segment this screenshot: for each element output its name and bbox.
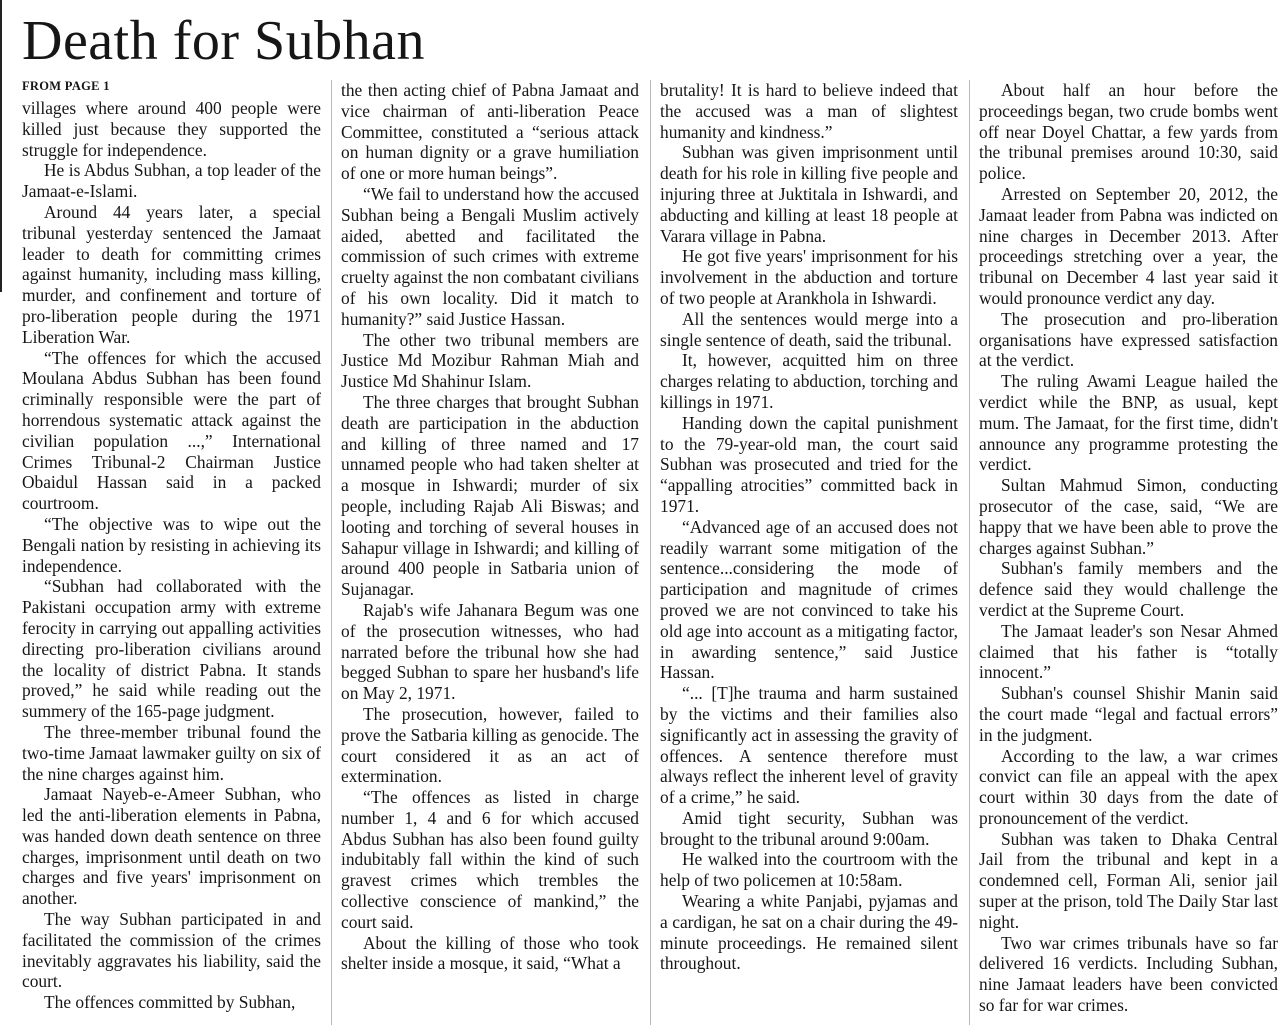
column-rule bbox=[650, 80, 651, 1025]
article-column-1 bbox=[22, 98, 321, 1025]
paragraph: The other two tribunal members are Justice Md Mozibur Rahman Miah and Justice Md Shahinur Islam. bbox=[341, 329, 639, 392]
paragraph: The prosecution and pro-liberation organisations have expressed satisfaction at the verdict. bbox=[979, 308, 1278, 371]
paragraph: The three charges that brought Subhan death are participation in the abduction and killing of three named and 17 unnamed people who had taken shelter at a mosque in Ishwardi; murder of six people, including Rajab Ali Biswas; and looting and torching of several houses in Sahapur village in Ishwardi; and killing of around 400 people in Satbaria union of Sujanagar. bbox=[341, 391, 639, 600]
paragraph: “We fail to understand how the accused Subhan being a Bengali Muslim actively aided, abetted and facilitated the commission of such crimes with extreme cruelty against the non combatant civilians of his own locality. Did it match to humanity?” said Justice Hassan. bbox=[341, 183, 639, 329]
paragraph: All the sentences would merge into a single sentence of death, said the tribunal. bbox=[660, 308, 958, 350]
paragraph: “Subhan had collaborated with the Pakistani occupation army with extreme ferocity in carrying out appalling activities directing pro-liberation civilians around the locality of district Pabna. It stands proved,” he said while reading out the summery of the 165-page judgment. bbox=[22, 576, 321, 722]
column-rule bbox=[969, 80, 970, 1025]
paragraph: Subhan was taken to Dhaka Central Jail from the tribunal and kept in a condemned cell, Forman Ali, senior jail super at the prison, told The Daily Star last night. bbox=[979, 828, 1278, 932]
paragraph: “The offences for which the accused Moulana Abdus Subhan has been found criminally responsible were the part of horrendous systematic attack against the civilian population ...,” International Crimes Tribunal-2 Chairman Justice Obaidul Hassan said in a packed courtroom. bbox=[22, 347, 321, 514]
paragraph: The Jamaat leader's son Nesar Ahmed claimed that his father is “totally innocent.” bbox=[979, 620, 1278, 683]
paragraph: “... [T]he trauma and harm sustained by the victims and their families also significantly act in assessing the gravity of offences. A sentence therefore must always reflect the inherent level of gravity of a crime,” he said. bbox=[660, 683, 958, 808]
paragraph: the then acting chief of Pabna Jamaat and vice chairman of anti-liberation Peace Committee, constituted a “serious attack on human dignity or a grave humiliation of one or more human beings”. bbox=[341, 80, 639, 184]
paragraph: According to the law, a war crimes convict can file an appeal with the apex court within 30 days from the date of pronouncement of the verdict. bbox=[979, 745, 1278, 828]
paragraph: The ruling Awami League hailed the verdict while the BNP, as usual, kept mum. The Jamaat, for the first time, didn't announce any programme protesting the verdict. bbox=[979, 371, 1278, 475]
paragraph: The prosecution, however, failed to prove the Satbaria killing as genocide. The court considered it as an act of extermination. bbox=[341, 703, 639, 787]
paragraph: “Advanced age of an accused does not readily warrant some mitigation of the sentence...considering the mode of participation and magnitude of crimes proved we are not convinced to take his old age into account as a mitigating factor, in awarding sentence,” said Justice Hassan. bbox=[660, 516, 958, 683]
paragraph: About the killing of those who took shelter inside a mosque, it said, “What a bbox=[341, 932, 639, 974]
paragraph: Two war crimes tribunals have so far delivered 16 verdicts. Including Subhan, nine Jamaat leaders have been convicted so far for war crimes. bbox=[979, 932, 1278, 1016]
paragraph: The offences committed by Subhan, bbox=[44, 992, 296, 1013]
article-column-4 bbox=[979, 80, 1278, 1025]
headline: Death for Subhan bbox=[22, 10, 426, 72]
paragraph: Arrested on September 20, 2012, the Jamaat leader from Pabna was indicted on nine charges in December 2013. After proceedings stretching over a year, the tribunal on December 4 last year said it would pronounce verdict any day. bbox=[979, 183, 1278, 308]
page-edge-line bbox=[0, 0, 2, 292]
paragraph: Sultan Mahmud Simon, conducting prosecutor of the case, said, “We are happy that we have been able to prove the charges against Subhan.” bbox=[979, 475, 1278, 558]
paragraph: He is Abdus Subhan, a top leader of the Jamaat-e-Islami. bbox=[22, 160, 321, 202]
paragraph: About half an hour before the proceedings began, two crude bombs went off near Doyel Chattar, a few yards from the tribunal premises around 10:30, said police. bbox=[979, 80, 1278, 184]
paragraph: “The offences as listed in charge number 1, 4 and 6 for which accused Abdus Subhan has also been found guilty indubitably fall within the kind of such gravest crimes which trembles the collective conscience of mankind,” the court said. bbox=[341, 787, 639, 932]
paragraph: He got five years' imprisonment for his involvement in the abduction and torture of two people at Arankhola in Ishwardi. bbox=[660, 246, 958, 308]
article-column-3 bbox=[660, 80, 958, 1025]
paragraph: The three-member tribunal found the two-time Jamaat lawmaker guilty on six of the nine charges against him. bbox=[22, 721, 321, 784]
paragraph: brutality! It is hard to believe indeed that the accused was a man of slightest humanity and kindness.” bbox=[660, 80, 958, 142]
from-page-kicker: FROM PAGE 1 bbox=[22, 79, 110, 93]
paragraph: Jamaat Nayeb-e-Ameer Subhan, who led the anti-liberation elements in Pabna, was handed down death sentence on three charges, imprisonment until death on two charges and five years' imprisonment on another. bbox=[22, 784, 321, 909]
paragraph: Handing down the capital punishment to the 79-year-old man, the court said Subhan was prosecuted and tried for the “appalling atrocities” committed back in 1971. bbox=[660, 412, 958, 516]
column-rule bbox=[331, 80, 332, 1025]
article-column-2 bbox=[341, 80, 639, 1025]
paragraph: The way Subhan participated in and facilitated the commission of the crimes inevitably aggravates his liability, said the court. bbox=[22, 909, 321, 992]
paragraph: Subhan was given imprisonment until death for his role in killing five people and injuring three at Juktitala in Ishwardi, and abducting and killing at least 18 people at Varara village in Pabna. bbox=[660, 142, 958, 246]
paragraph: Subhan's counsel Shishir Manin said the court made “legal and factual errors” in the judgment. bbox=[979, 683, 1278, 745]
paragraph: Rajab's wife Jahanara Begum was one of the prosecution witnesses, who had narrated before the tribunal how she had begged Subhan to spare her husband's life on May 2, 1971. bbox=[341, 599, 639, 704]
paragraph: Amid tight security, Subhan was brought to the tribunal around 9:00am. bbox=[660, 807, 958, 849]
paragraph: He walked into the courtroom with the help of two policemen at 10:58am. bbox=[660, 849, 958, 891]
paragraph: Around 44 years later, a special tribunal yesterday sentenced the Jamaat leader to death for committing crimes against humanity, including mass killing, murder, and confinement and torture of pro-liberation people during the 1971 Liberation War. bbox=[22, 201, 321, 347]
paragraph: Wearing a white Panjabi, pyjamas and a cardigan, he sat on a chair during the 49-minute proceedings. He remained silent throughout. bbox=[660, 891, 958, 974]
paragraph: It, however, acquitted him on three charges relating to abduction, torching and killings in 1971. bbox=[660, 350, 958, 412]
paragraph: villages where around 400 people were killed just because they supported the struggle for independence. bbox=[22, 98, 321, 160]
paragraph: Subhan's family members and the defence said they would challenge the verdict at the Supreme Court. bbox=[979, 558, 1278, 620]
paragraph: “The objective was to wipe out the Bengali nation by resisting in achieving its independence. bbox=[22, 513, 321, 576]
